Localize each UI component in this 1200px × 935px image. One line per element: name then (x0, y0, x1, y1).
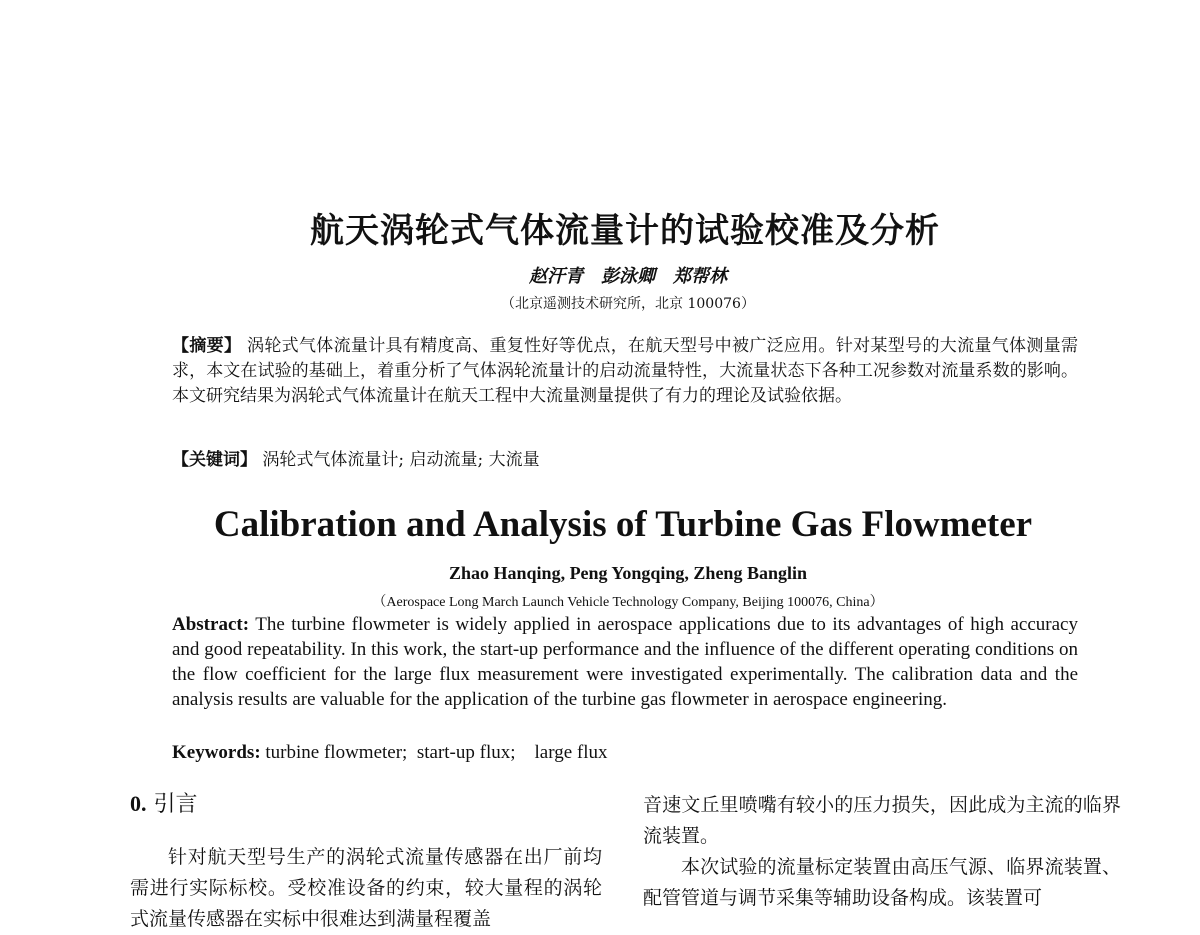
body-right-column (643, 790, 1121, 914)
english-abstract-label: Abstract: (172, 614, 250, 635)
section-heading (130, 787, 198, 818)
chinese-affiliation: （北京遥测技术研究所，北京 100076） (501, 296, 755, 312)
chinese-abstract-text: 涡轮式气体流量计具有精度高、重复性好等优点，在航天型号中被广泛应用。针对某型号的大流量气体测量需求，本文在试验的基础上，着重分析了气体涡轮流量计的启动流量特性，大流量状态下各种工况参数对流量系数的影响。本文研究结果为涡轮式气体流量计在航天工程中大流量测量提供了有力的理论及试验依据。 (172, 336, 1079, 406)
english-keyword-1: turbine flowmeter; (260, 742, 408, 763)
body-right-paragraph-1: 音速文丘里喷嘴有较小的压力损失，因此成为主流的临界流装置。 (643, 794, 1121, 847)
english-abstract-text: The turbine flowmeter is widely applied in aerospace applications due to its advantages of high accuracy and good repeatability. In this work, the start-up performance and the influence of the different operating conditions on the flow coefficient for the large flux measurement were investigated experimentally. The calibration data and the analysis results are valuable for the application of the turbine gas flowmeter in aerospace engineering. (172, 614, 1078, 710)
chinese-title: 航天涡轮式气体流量计的试验校准及分析 (310, 211, 940, 251)
english-abstract (172, 612, 1078, 712)
english-keywords (172, 740, 1078, 765)
chinese-abstract-label: 【摘要】 (172, 336, 242, 356)
body-left-column (130, 842, 602, 935)
chinese-abstract (172, 334, 1078, 409)
chinese-keywords-label: 【关键词】 (172, 450, 257, 470)
chinese-authors: 赵汗青 彭泳卿 郑帮林 (529, 266, 727, 287)
section-title: 引言 (153, 792, 198, 817)
english-keywords-label: Keywords: (172, 742, 261, 763)
english-affiliation: （Aerospace Long March Launch Vehicle Technology Company, Beijing 100076, China） (372, 595, 884, 610)
english-title: Calibration and Analysis of Turbine Gas Flowmeter (213, 504, 1033, 545)
body-right-paragraph-2: 本次试验的流量标定装置由高压气源、临界流装置、配管管道与调节采集等辅助设备构成。该装置可 (643, 856, 1121, 909)
section-number: 0. (130, 791, 147, 816)
english-keyword-3: large flux (534, 742, 608, 763)
chinese-keywords (172, 448, 1078, 473)
english-keyword-2: start-up flux; (416, 742, 516, 763)
chinese-keywords-text: 涡轮式气体流量计; 启动流量; 大流量 (257, 450, 540, 470)
body-left-paragraph: 针对航天型号生产的涡轮式流量传感器在出厂前均需进行实际标校。受校准设备的约束，较大量程的涡轮式流量传感器在实标中很难达到满量程覆盖 (130, 846, 602, 930)
english-authors: Zhao Hanqing, Peng Yongqing, Zheng Banglin (449, 563, 807, 583)
